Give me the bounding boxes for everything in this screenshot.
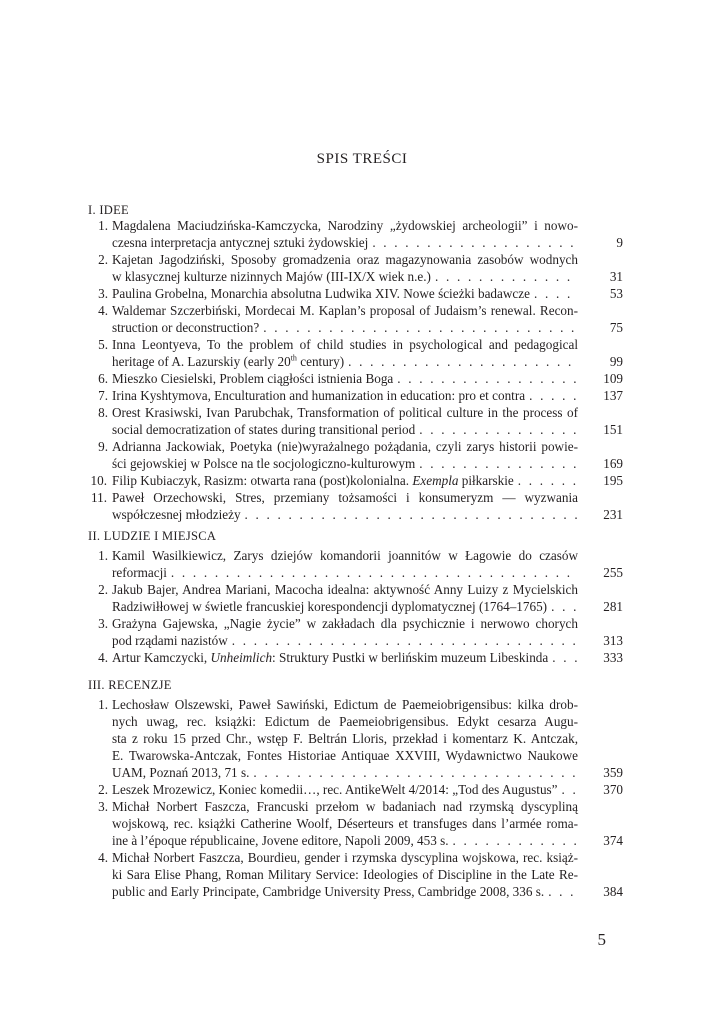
entry-page-number: 109 [603,371,623,386]
entry-text-line [112,370,578,387]
entry-text: social democratization of states during transitional period [112,422,416,437]
entry-text: ści gejowskiej w Polsce na tle socjologiczno-kulturowym [112,456,416,471]
entry-text-line [112,421,578,438]
entry-text-line: Adrianna Jackowiak, Poetyka (nie)wyrażalnego pożądania, czyli zarys historii powie- [112,439,578,454]
entry-page-number: 359 [603,765,623,780]
entry-text-line: ki Sara Elise Phang, Roman Military Service: Ideologies of Discipline in the Late Re- [112,867,578,882]
entry-text-line: Jakub Bajer, Andrea Mariani, Macocha idealna: aktywność Anny Luizy z Mycielskich [112,582,578,597]
entry-text-line: wojskową, rec. książki Catherine Woolf, Déserteurs et transfuges dans l’armée roma- [112,816,578,831]
entry-text-line: Inna Leontyeva, To the problem of child studies in psychological and pedagogical [112,337,578,352]
entry-text-line: Lechosław Olszewski, Paweł Sawiński, Edictum de Paemeiobrigensibus: kilka drob- [112,697,578,712]
entry-page-number: 255 [603,565,623,580]
entry-text: Radziwiłłowej w świetle francuskiej korespondencji dyplomatycznej (1764–1765) [112,599,548,614]
entry-number: 9. [98,439,108,454]
entry-page-number: 281 [603,599,623,614]
entry-text: Mieszko Ciesielski, Problem ciągłości istnienia Boga [112,371,394,386]
entry-number: 1. [98,218,108,233]
entry-text-line: sta z roku 15 przed Chr., wstęp F. Beltrán Lloris, przekład i komentarz K. Antczak, [112,731,578,746]
dot-leader [263,319,578,336]
dot-leader [232,632,578,649]
entry-text-line [112,234,578,251]
entry-text-line: Grażyna Gajewska, „Nagie życie” w zakładach dla psychicznie i nerwowo chorych [112,616,578,631]
entry-number: 8. [98,405,108,420]
entry-number: 4. [98,650,108,665]
entry-number: 2. [98,252,108,267]
entry-text-line: Paweł Orzechowski, Stres, przemiany tożsamości i konsumeryzm — wyzwania [112,490,578,505]
entry-text: Irina Kyshtymova, Enculturation and humanization in education: pro et contra [112,388,526,403]
entry-text-line [112,268,578,285]
entry-text-line [112,598,578,615]
dot-leader [372,234,578,251]
entry-text-line [112,632,578,649]
entry-page-number: 313 [603,633,623,648]
entry-number: 6. [98,371,108,386]
entry-number: 1. [98,548,108,563]
entry-number: 4. [98,850,108,865]
entry-text-line [112,285,578,302]
entry-text-line [112,883,578,900]
entry-text-line: Waldemar Szczerbiński, Mordecai M. Kaplan’s proposal of Judaism’s renewal. Recon- [112,303,578,318]
entry-text-line [112,387,578,404]
entry-text: Leszek Mrozewicz, Koniec komedii…, rec. AntikeWelt 4/2014: „Tod des Augustus” [112,782,558,797]
entry-page-number: 231 [603,507,623,522]
entry-text-line: Kamil Wasilkiewicz, Zarys dziejów komandorii joannitów w Łagowie do czasów [112,548,578,563]
entry-text-line: Magdalena Maciudzińska-Kamczycka, Narodziny „żydowskiej archeologii” i nowo- [112,218,578,233]
entry-number: 5. [98,337,108,352]
dot-leader [419,455,578,472]
entry-text-line: Michał Norbert Faszcza, Bourdieu, gender i rzymska dyscyplina wojskowa, rec. książ- [112,850,578,865]
entry-text: heritage of A. Lazurskiy (early 20th century) [112,353,345,369]
entry-number: 2. [98,582,108,597]
entry-text-line [112,649,578,666]
entry-page-number: 195 [603,473,623,488]
entry-number: 3. [98,799,108,814]
entry-number: 3. [98,616,108,631]
entry-text: struction or deconstruction? [112,320,260,335]
dot-leader [435,268,578,285]
entry-page-number: 75 [609,320,623,335]
entry-page-number: 374 [603,833,623,848]
entry-text-line: E. Twarowska-Antczak, Fontes Historiae Antiquae XXVIII, Wydawnictwo Naukowe [112,748,578,763]
section-heading: II. LUDZIE I MIEJSCA [88,529,217,543]
dot-leader [253,764,578,781]
entry-text: w klasycznej kulturze nizinnych Majów (III-IX/X wiek n.e.) [112,269,431,284]
entry-text-line [112,781,578,798]
entry-text-line: Orest Krasiwski, Ivan Parubchak, Transformation of political culture in the process of [112,405,578,420]
entry-text-line [112,472,578,489]
entry-page-number: 99 [609,354,623,369]
entry-page-number: 137 [603,388,623,403]
entry-text-line [112,832,578,849]
page-title: SPIS TREŚCI [316,151,408,167]
dot-leader [171,564,578,581]
entry-text: ine à l’époque républicaine, Jovene editore, Napoli 2009, 453 s. [112,833,449,848]
entry-text-line: nych uwag, rec. książki: Edictum de Paemeiobrigensibus. Edykt cesarza Augu- [112,714,578,729]
entry-text-line [112,506,578,523]
entry-text: public and Early Principate, Cambridge University Press, Cambridge 2008, 336 s. [112,884,545,899]
entry-number: 2. [98,782,108,797]
entry-page-number: 53 [609,286,623,301]
entry-page-number: 151 [603,422,623,437]
entry-number: 1. [98,697,108,712]
entry-page-number: 384 [603,884,623,899]
entry-text-line [112,764,578,781]
page-number: 5 [597,930,606,949]
entry-text: pod rządami nazistów [112,633,228,648]
entry-number: 3. [98,286,108,301]
entry-text: Filip Kubiaczyk, Rasizm: otwarta rana (post)kolonialna. Exempla piłkarskie [112,473,514,488]
entry-text-line [112,319,578,336]
dot-leader [348,353,578,370]
entry-page-number: 31 [609,269,623,284]
entry-text-line: Kajetan Jagodziński, Sposoby gromadzenia oraz magazynowania zasobów wodnych [112,252,578,267]
entry-number: 4. [98,303,108,318]
entry-page-number: 333 [603,650,623,665]
entry-text: współczesnej młodzieży [112,507,241,522]
entry-text: UAM, Poznań 2013, 71 s. [112,765,250,780]
entry-text: Artur Kamczycki, Unheimlich: Struktury Pustki w berlińskim muzeum Libeskinda [112,650,549,665]
entry-page-number: 370 [603,782,623,797]
entry-page-number: 9 [616,235,623,250]
dot-leader [453,832,578,849]
dot-leader [245,506,578,523]
entry-text-line [112,353,578,370]
entry-number: 11. [91,490,107,505]
entry-text-line: Michał Norbert Faszcza, Francuski przełom w badaniach nad rzymską dyscypliną [112,799,578,814]
entry-number: 10. [90,473,107,488]
entry-text-line [112,564,578,581]
section-heading: III. RECENZJE [88,678,172,692]
dot-leader [419,421,578,438]
entry-text: czesna interpretacja antycznej sztuki żydowskiej [112,235,369,250]
entry-page-number: 169 [603,456,623,471]
entry-text: reformacji [112,565,167,580]
dot-leader [397,370,578,387]
entry-text-line [112,455,578,472]
section-heading: I. IDEE [88,203,129,217]
entry-text: Paulina Grobelna, Monarchia absolutna Ludwika XIV. Nowe ścieżki badawcze [112,286,530,301]
entry-number: 7. [98,388,108,403]
